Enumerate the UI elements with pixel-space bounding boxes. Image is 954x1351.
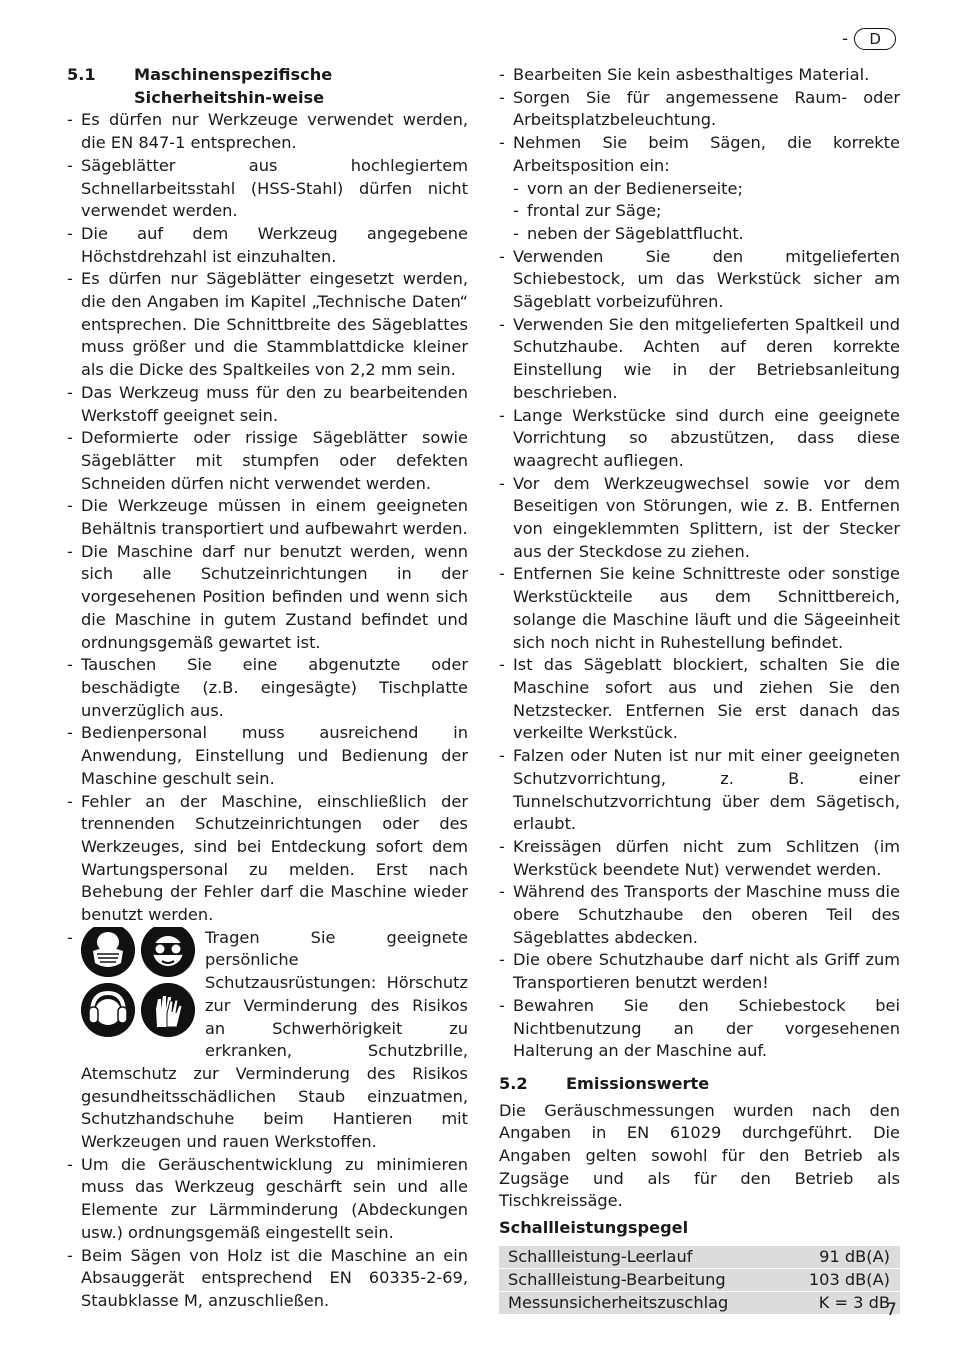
table-cell-label: Schallleistung-Bearbeitung <box>508 1269 726 1289</box>
list-item: - Entfernen Sie keine Schnittreste oder sonstige Werkstückteile aus dem Schnittbereich, solange die Maschine läuft und die Sägeeinheit sich noch nicht in Ruhestellung befindet. <box>499 563 900 654</box>
safety-list-right <box>499 64 900 178</box>
list-item: - Kreissägen dürfen nicht zum Schlitzen (im Werkstück beendete Nut) verwendet werden. <box>499 836 900 881</box>
list-item: - vorn an der Bedienerseite; <box>499 178 900 201</box>
table-cell-value: K = 3 dB <box>818 1292 890 1312</box>
list-item: - Die Werkzeuge müssen in einem geeigneten Behältnis transportiert und aufbewahrt werden. <box>67 495 468 540</box>
list-item: - Fehler an der Maschine, einschließlich der trennenden Schutzeinrichtungen oder des Werkzeuges, sind bei Entdeckung sofort dem Wartungspersonal zu melden. Erst nach Behebung der Fehler darf die Maschine wieder benutzt werden. <box>67 791 468 927</box>
list-item: - Das Werkzeug muss für den zu bearbeitenden Werkstoff geeignet sein. <box>67 382 468 427</box>
section-5-2-heading <box>499 1073 900 1096</box>
table-row <box>499 1292 900 1314</box>
list-item: - Beim Sägen von Holz ist die Maschine an ein Absauggerät entsprechend EN 60335-2-69, Staubklasse M, anzuschließen. <box>67 1245 468 1313</box>
list-item: - Während des Transports der Maschine muss die obere Schutzhaube den oberen Teil des Sägeblattes abdecken. <box>499 881 900 949</box>
safety-list <box>67 109 468 926</box>
ear-protection-icon <box>81 983 135 1037</box>
list-item: - Verwenden Sie den mitgelieferten Schiebestock, um das Werkstück sicher am Sägeblatt vorbeizuführen. <box>499 246 900 314</box>
list-item: - Es dürfen nur Sägeblätter eingesetzt werden, die den Angaben im Kapitel „Technische Daten“ entsprechen. Die Schnittbreite des Sägeblattes muss größer und die Stammblattdicke kleiner als die Dicke des Spaltkeiles von 2,2 mm sein. <box>67 268 468 382</box>
list-item: - Falzen oder Nuten ist nur mit einer geeigneten Schutzvorrichtung, z. B. einer Tunnelschutzvorrichtung über dem Sägetisch, erlaubt. <box>499 745 900 836</box>
safety-list-right-continued <box>499 246 900 1063</box>
work-position-sublist <box>499 178 900 246</box>
page-number: 7 <box>886 1300 897 1320</box>
language-dash: - <box>842 29 849 49</box>
section-5-1-heading <box>67 64 468 109</box>
list-item: - Die obere Schutzhaube darf nicht als Griff zum Transportieren benutzt werden! <box>499 949 900 994</box>
list-item: - Nehmen Sie beim Sägen, die korrekte Arbeitsposition ein: <box>499 132 900 177</box>
list-item: - Ist das Sägeblatt blockiert, schalten Sie die Maschine sofort aus und ziehen Sie den Netzstecker. Entfernen Sie erst danach das verkeilte Werkstück. <box>499 654 900 745</box>
ppe-text: Tragen Sie geeignete persönliche Schutzausrüstungen: Hörschutz zur Verminderung des Risikos an Schwerhörigkeit zu erkranken, Schutzbrille, Atemschutz zur Verminderung des Risikos gesundheitsschädlichen Staub einzuatmen, Schutzhandschuhe beim Hantieren mit Werkzeugen und rauen Werkstoffen. <box>81 927 468 1152</box>
right-column <box>499 64 900 1315</box>
table-cell-value: 91 dB(A) <box>819 1246 890 1266</box>
table-row <box>499 1246 900 1268</box>
list-item: - neben der Sägeblattflucht. <box>499 223 900 246</box>
ppe-icons <box>81 927 201 1041</box>
list-item: - Die auf dem Werkzeug angegebene Höchstdrehzahl ist einzuhalten. <box>67 223 468 268</box>
gloves-icon <box>141 983 195 1037</box>
list-item: - Bearbeiten Sie kein asbesthaltiges Material. <box>499 64 900 87</box>
emission-table <box>499 1246 900 1314</box>
safety-goggles-icon <box>141 927 195 977</box>
dust-mask-icon <box>81 927 135 977</box>
section-title: Maschinenspezifische Sicherheitshin-weise <box>134 65 333 107</box>
list-item: - Lange Werkstücke sind durch eine geeignete Vorrichtung so abzustützen, dass diese waagrecht aufliegen. <box>499 405 900 473</box>
table-row <box>499 1269 900 1291</box>
list-item: - Bedienpersonal muss ausreichend in Anwendung, Einstellung und Bedienung der Maschine geschult sein. <box>67 722 468 790</box>
left-column <box>67 64 468 1313</box>
list-item: - Es dürfen nur Werkzeuge verwendet werden, die EN 847-1 entsprechen. <box>67 109 468 154</box>
table-cell-label: Schallleistung-Leerlauf <box>508 1246 693 1266</box>
list-item: - Tauschen Sie eine abgenutzte oder beschädigte (z.B. eingesägte) Tischplatte unverzüglich aus. <box>67 654 468 722</box>
section-title: Emissionswerte <box>566 1073 710 1093</box>
table-cell-value: 103 dB(A) <box>808 1269 890 1289</box>
list-item: - Vor dem Werkzeugwechsel sowie vor dem Beseitigen von Störungen, wie z. B. Entfernen von eingeklemmten Splittern, ist der Stecker aus der Steckdose zu ziehen. <box>499 473 900 564</box>
list-item: - frontal zur Säge; <box>499 200 900 223</box>
safety-list-continued <box>67 1154 468 1313</box>
list-item: - Die Maschine darf nur benutzt werden, wenn sich alle Schutzeinrichtungen in der vorgesehenen Position befinden und wenn sich die Maschine in gutem Zustand befindet und ordnungsgemäß gewartet ist. <box>67 541 468 655</box>
table-cell-label: Messunsicherheitszuschlag <box>508 1292 729 1312</box>
list-item: - Deformierte oder rissige Sägeblätter sowie Sägeblätter mit stumpfen oder defekten Schneiden dürfen nicht verwendet werden. <box>67 427 468 495</box>
list-item: - Bewahren Sie den Schiebestock bei Nichtbenutzung an der vorgesehenen Halterung an der Maschine auf. <box>499 995 900 1063</box>
list-item: - Verwenden Sie den mitgelieferten Spaltkeil und Schutzhaube. Achten auf deren korrekte Einstellung wie in der Betriebsanleitung beschrieben. <box>499 314 900 405</box>
section-number: 5.1 <box>67 65 96 84</box>
list-item: - Um die Geräuschentwicklung zu minimieren muss das Werkzeug geschärft sein und alle Elemente zur Lärmminderung (Abdeckungen usw.) ordnungsgemäß eingestellt sein. <box>67 1154 468 1245</box>
language-marker <box>842 28 896 50</box>
table-title: Schallleistungspegel <box>499 1218 689 1238</box>
emission-paragraph: Die Geräuschmessungen wurden nach den Angaben in EN 61029 durchgeführt. Die Angaben gelten sowohl für den Betrieb als Zugsäge und als für den Betrieb als Tischkreissäge. <box>499 1100 900 1211</box>
ppe-item <box>67 927 468 1154</box>
list-item: - Sorgen Sie für angemessene Raum- oder Arbeitsplatzbeleuchtung. <box>499 87 900 132</box>
list-item: - Sägeblätter aus hochlegiertem Schnellarbeitsstahl (HSS-Stahl) dürfen nicht verwendet werden. <box>67 155 468 223</box>
section-number: 5.2 <box>499 1073 528 1093</box>
language-code: D <box>854 28 896 50</box>
